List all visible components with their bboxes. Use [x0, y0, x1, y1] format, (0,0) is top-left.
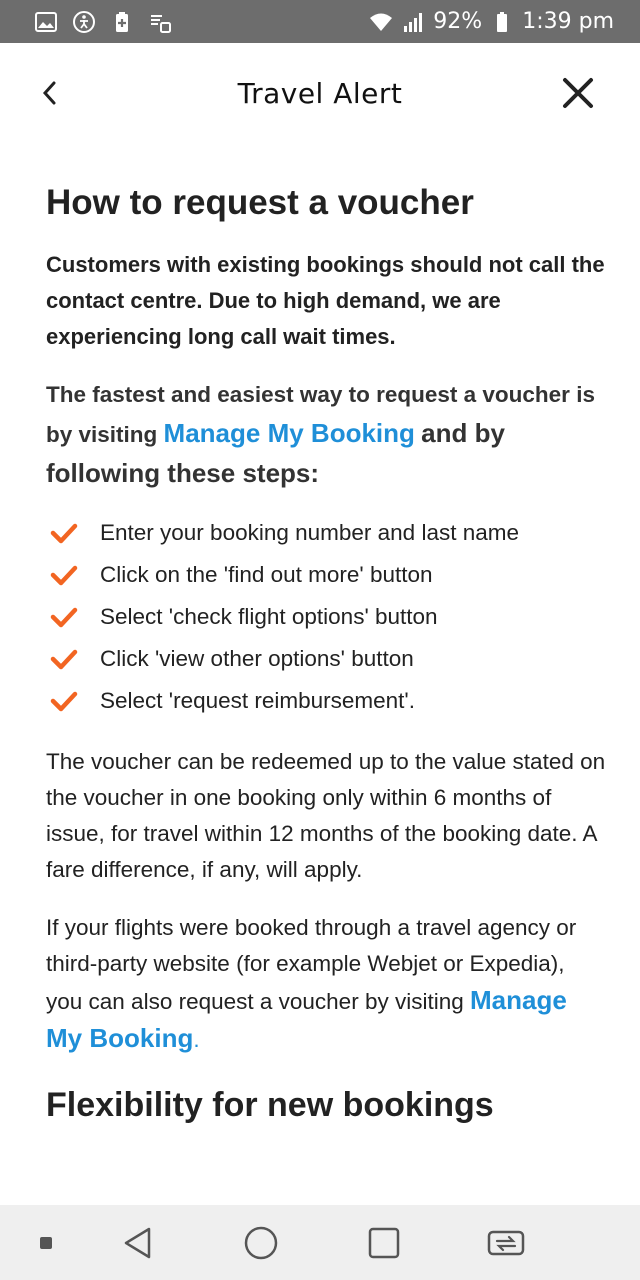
list-item — [46, 512, 606, 554]
back-button[interactable] — [30, 71, 70, 115]
fastest-prefix: The fastest and easiest way to request a voucher is by visiting — [46, 382, 595, 447]
battery-saver-icon — [110, 10, 134, 34]
intro-paragraph: Customers with existing bookings should not call the contact centre. Due to high demand, we are experiencing long call wait times. — [46, 252, 605, 349]
close-button[interactable] — [556, 71, 600, 115]
close-icon — [561, 76, 595, 110]
nav-recents-button[interactable] — [362, 1221, 406, 1265]
checkmark-icon — [50, 603, 78, 631]
nav-switch-button[interactable] — [484, 1221, 528, 1265]
manage-booking-link[interactable]: Manage My Booking — [163, 418, 415, 448]
page-title: Travel Alert — [237, 76, 403, 110]
list-item — [46, 638, 606, 680]
app-header — [0, 43, 640, 143]
checkmark-icon — [50, 645, 78, 673]
triangle-back-icon — [121, 1226, 155, 1260]
manage-booking-link-2[interactable]: Manage My Booking — [46, 985, 567, 1053]
accessibility-icon — [72, 10, 96, 34]
fastest-way-paragraph — [46, 375, 606, 494]
step-text: Enter your booking number and last name — [100, 520, 519, 545]
square-recents-icon — [367, 1226, 401, 1260]
step-text: Click 'view other options' button — [100, 646, 414, 671]
circle-home-icon — [243, 1225, 279, 1261]
status-time: 1:39 pm — [522, 9, 614, 34]
agency-paragraph — [46, 910, 606, 1058]
list-item — [46, 680, 606, 722]
fastest-suffix-1: and by — [421, 418, 505, 448]
status-right — [369, 9, 614, 34]
nav-back-button[interactable] — [116, 1221, 160, 1265]
step-text: Click on the 'find out more' button — [100, 562, 433, 587]
checkmark-icon — [50, 561, 78, 589]
navigation-bar — [0, 1205, 640, 1280]
step-text: Select 'request reimbursement'. — [100, 688, 415, 713]
signal-icon — [401, 10, 425, 34]
checkmark-icon — [50, 519, 78, 547]
battery-percent: 92% — [433, 9, 483, 34]
list-item — [46, 596, 606, 638]
checkmark-icon — [50, 687, 78, 715]
status-left — [34, 10, 172, 34]
data-icon — [148, 10, 172, 34]
article-content — [46, 175, 606, 1130]
step-text: Select 'check flight options' button — [100, 604, 438, 629]
steps-list — [46, 512, 606, 722]
voucher-terms-paragraph: The voucher can be redeemed up to the value stated on the voucher in one booking only within 6 months of issue, for travel within 12 months of the booking date. A fare difference, if any, will apply. — [46, 749, 606, 882]
nav-home-button[interactable] — [239, 1221, 283, 1265]
section-heading-2: Flexibility for new bookings — [46, 1086, 494, 1124]
chevron-left-icon — [40, 79, 60, 107]
switch-apps-icon — [486, 1226, 526, 1260]
nav-dot-button[interactable] — [24, 1221, 68, 1265]
list-item — [46, 554, 606, 596]
battery-icon — [490, 10, 514, 34]
wifi-icon — [369, 10, 393, 34]
section-heading: How to request a voucher — [46, 183, 474, 222]
dot-icon — [39, 1236, 53, 1250]
agency-period: . — [193, 1027, 200, 1052]
image-icon — [34, 10, 58, 34]
fastest-suffix-2: following these steps: — [46, 458, 320, 488]
status-bar — [0, 0, 640, 43]
agency-text: If your flights were booked through a travel agency or third-party website (for example Webjet or Expedia), you can also request a voucher by visiting — [46, 915, 577, 1014]
